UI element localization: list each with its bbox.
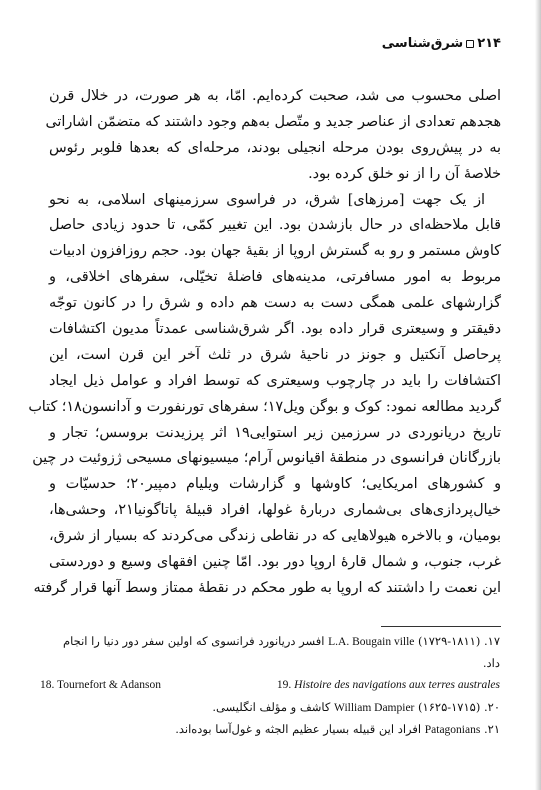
footnote-20-name: William Dampier	[334, 702, 415, 714]
body-line: اکتشافات را باید در چارچوب وسیعتری که توسط افراد و عوامل ذیل ایجاد	[49, 372, 501, 389]
body-line: پرحاصل آنکتیل و جونز در ناحیهٔ شرق در ثلث آخر این قرن است، این	[49, 346, 501, 363]
footnote-17-name: L.A. Bougain ville	[328, 636, 415, 648]
footnote-18-19-row	[40, 674, 500, 696]
footnote-20	[40, 696, 500, 718]
footnote-20-number: ۲۰.	[483, 700, 500, 714]
footnote-19	[277, 674, 500, 696]
footnote-17-text: (۱۷۲۹-۱۸۱۱) افسر دریانورد فرانسوی که اولین سفر دور دنیا را انجام	[63, 634, 481, 648]
page-edge-shadow	[535, 0, 541, 790]
body-line: اصلی محسوب می شد، صحبت کرده‌ایم. امّا، به هر صورت، در خلال قرن	[49, 88, 501, 104]
body-line: تاریخ دریانوردی در سرزمین زیر استوایی۱۹ اثر پرزیدنت بروسس؛ تجار و	[49, 424, 502, 441]
footnote-19-title: Histoire des navigations aux terres australes	[294, 679, 500, 691]
running-title: شرق‌شناسی	[381, 36, 464, 51]
body-text	[28, 84, 502, 602]
footnote-20-text: (۱۶۲۵-۱۷۱۵) کاشف و مؤلف انگلیسی.	[212, 700, 481, 714]
footnote-17-number: ۱۷.	[483, 634, 500, 648]
body-line: خلاصهٔ آن را از نو خلق کرده بود.	[308, 165, 501, 182]
body-line: قابل ملاحظه‌ای در حال بازشدن بود. این تغییر کمّی، تا حدود زیادی حاصل	[49, 217, 501, 234]
body-line: این نعمت را داشتند که اروپا به طور محکم در نقطهٔ ممتاز وسط آنها قرار گرفته	[33, 579, 501, 596]
body-line: بومیان، و بالاخره هیولاهایی که در نقاطی زندگی می‌کردند که بسیار از شرق،	[49, 528, 501, 545]
body-line: و کشورهای امریکایی؛ کاوشها و گزارشات ویلیام دمپیر۲۰؛ حدسیّات و	[49, 476, 501, 493]
body-line: گردید مطالعه نمود: کوک و بوگن ویل۱۷؛ سفرهای تورنفورت و آدانسون۱۸؛ کتاب	[28, 398, 501, 415]
footnote-18: 18. Tournefort & Adanson	[40, 679, 161, 691]
page-header	[382, 36, 501, 51]
body-line: مربوط به امور مسافرتی، مدینه‌های فاضلهٔ تخیّلی، سفرهای اخلاقی، و	[49, 269, 501, 286]
body-line: کاوش مستمر و رو به گسترش اروپا از بقیهٔ جهان بود. حجم روزافزون ادبیات	[49, 243, 501, 260]
body-line: هجدهم تعدادی از عناصر جدید و متّصل به‌هم وجود داشتند که متضمّن اشاراتی	[45, 113, 501, 130]
body-line: بازرگانان فرانسوی در منطقهٔ اقیانوس آرام؛ میسیونهای مسیحی ژزوئیت در چین	[32, 450, 501, 467]
footnote-21	[40, 718, 500, 740]
body-line: از یک جهت [مرزهای] شرق، در فراسوی سرزمینهای اسلامی، به نحو	[49, 191, 485, 208]
footnotes	[40, 630, 500, 740]
body-line: غرب، جنوب، و شمال قارهٔ اروپا دور بود. امّا چنین افقهای وسیع و دوردستی	[49, 554, 501, 571]
footnote-19-number: 19.	[276, 679, 292, 691]
body-line: خیال‌پردازی‌های بی‌شماری دربارهٔ غولها، افراد قبیلهٔ پاتاگونیا۲۱، وحشی‌ها،	[49, 502, 501, 519]
footnote-17-cont-text: داد.	[482, 656, 500, 670]
footnote-17	[40, 630, 500, 652]
body-line: دقیقتر و وسیعتری قرار داده بود. اگر شرق‌شناسی عمدتاً مدیون اکتشافات	[49, 321, 501, 338]
footnote-17-continued	[40, 652, 500, 674]
footnote-divider	[381, 626, 501, 627]
body-line: گزارشهای علمی همگی دست به دست هم داده و شرق را در کانون توجّه	[49, 295, 501, 312]
footnote-21-number: ۲۱.	[483, 722, 500, 736]
body-line: به در پیش‌روی بودن مرحله انجیلی بودند، مرحله‌ای که بعدها فلوبر رئوس	[49, 139, 501, 156]
header-separator-icon	[466, 40, 474, 48]
page-number: ۲۱۴	[477, 36, 501, 51]
footnote-21-text: افراد این قبیله بسیار عظیم الجثه و غول‌آسا بوده‌اند.	[175, 722, 422, 736]
footnote-21-name: Patagonians	[424, 724, 481, 736]
